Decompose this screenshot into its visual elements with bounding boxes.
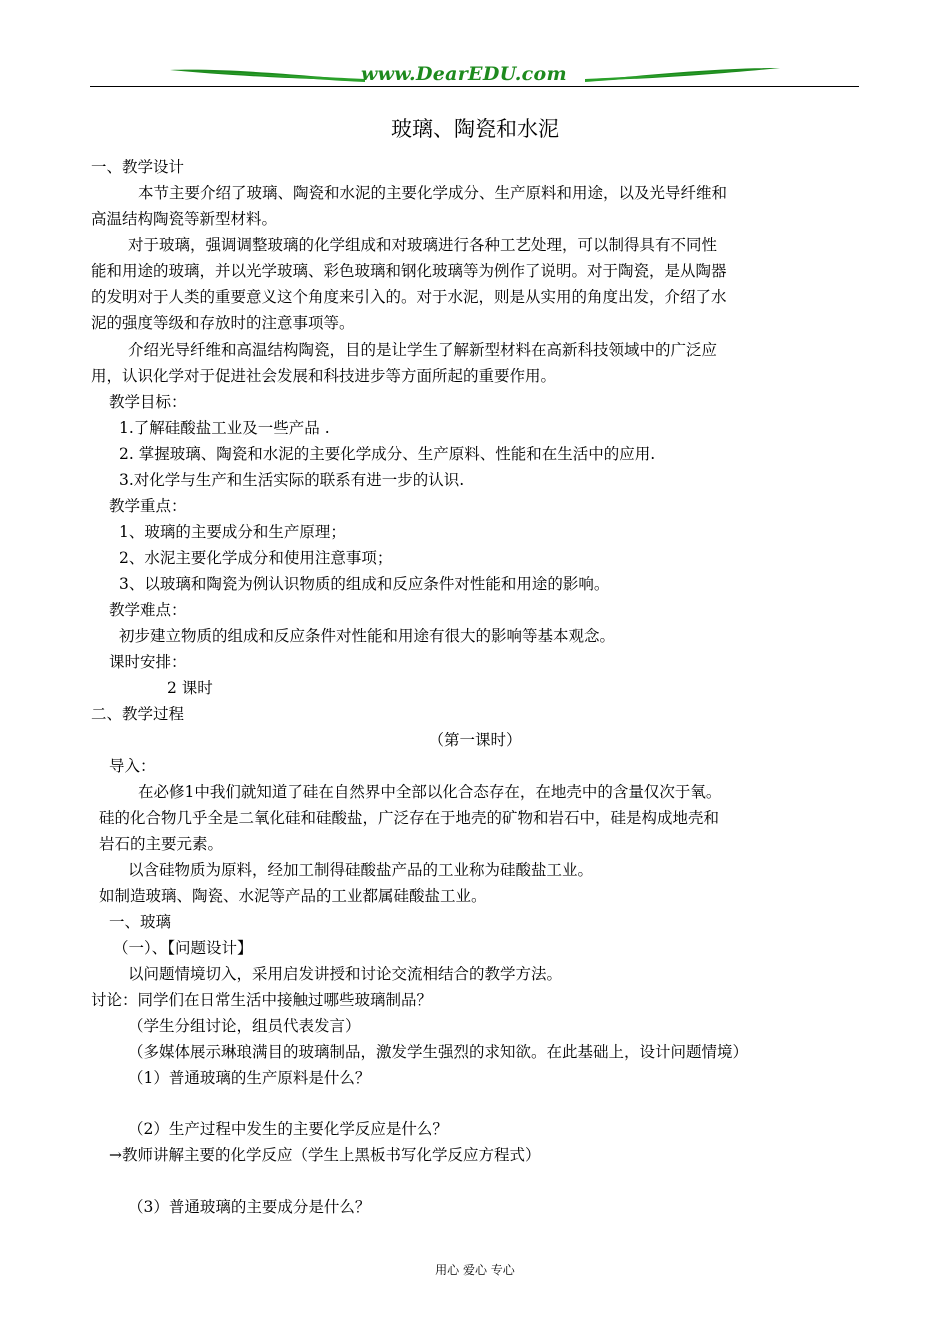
list-item: 1、玻璃的主要成分和生产原理； [119,523,346,541]
list-item: 2. 掌握玻璃、陶瓷和水泥的主要化学成分、生产原料、性能和在生活中的应用. [119,445,656,463]
paragraph-line: 能和用途的玻璃，并以光学玻璃、彩色玻璃和钢化玻璃等为例作了说明。对于陶瓷，是从陶器 [91,262,727,280]
paragraph-line: 以含硅物质为原料，经加工制得硅酸盐产品的工业称为硅酸盐工业。 [128,861,594,879]
subheading-difficulties: 教学难点： [109,601,187,619]
page-footer: 用心 爱心 专心 [435,1263,515,1277]
paragraph-line: 以问题情境切入，采用启发讲授和讨论交流相结合的教学方法。 [128,965,563,983]
paragraph-line: 初步建立物质的组成和反应条件对性能和用途有很大的影响等基本观念。 [119,627,616,645]
paragraph-line: （多媒体展示琳琅满目的玻璃制品，激发学生强烈的求知欲。在此基础上，设计问题情境） [128,1043,749,1061]
list-item: 1.了解硅酸盐工业及一些产品 . [119,419,330,437]
paragraph-line: 岩石的主要元素。 [99,835,224,853]
section-heading-design: 一、教学设计 [91,158,185,176]
list-item: 3.对化学与生产和生活实际的联系有进一步的认识. [119,471,465,489]
section-heading-process: 二、教学过程 [91,705,185,723]
page-title: 玻璃、陶瓷和水泥 [391,117,559,141]
paragraph-line: 介绍光导纤维和高温结构陶瓷，目的是让学生了解新型材料在高新科技领域中的广泛应 [128,341,718,359]
subheading-intro: 导入： [109,757,156,775]
paragraph-line: 对于玻璃，强调调整玻璃的化学组成和对玻璃进行各种工艺处理，可以制得具有不同性 [128,236,718,254]
paragraph-line: 泥的强度等级和存放时的注意事项等。 [91,314,355,332]
question-item: （3）普通玻璃的主要成分是什么？ [128,1198,371,1216]
paragraph-line: 用，认识化学对于促进社会发展和科技进步等方面所起的重要作用。 [91,367,557,385]
subheading-schedule: 课时安排： [109,653,187,671]
subheading-glass: 一、玻璃 [109,913,172,931]
paragraph-line: 在必修1中我们就知道了硅在自然界中全部以化合态存在，在地壳中的含量仅次于氧。 [138,783,722,801]
paragraph-line: 2 课时 [167,679,213,697]
paragraph-line: 本节主要介绍了玻璃、陶瓷和水泥的主要化学成分、生产原料和用途，以及光导纤维和 [138,184,728,202]
paragraph-line: 高温结构陶瓷等新型材料。 [91,210,278,228]
question-item: （1）普通玻璃的生产原料是什么？ [128,1069,371,1087]
subheading-objectives: 教学目标： [109,393,187,411]
subheading-key-points: 教学重点： [109,497,187,515]
list-item: 2、水泥主要化学成分和使用注意事项； [119,549,393,567]
question-item: （2）生产过程中发生的主要化学反应是什么？ [128,1120,448,1138]
header-divider [90,86,859,87]
paragraph-line: （学生分组讨论，组员代表发言） [128,1017,361,1035]
paragraph-line: →教师讲解主要的化学反应（学生上黑板书写化学反应方程式） [109,1146,541,1164]
list-item: 3、以玻璃和陶瓷为例认识物质的组成和反应条件对性能和用途的影响。 [119,575,610,593]
subheading-question-design: （一）、【问题设计】 [113,939,253,957]
paragraph-line: 讨论：同学们在日常生活中接触过哪些玻璃制品？ [91,991,433,1009]
site-logo-text: www.DearEDU.com [361,63,567,85]
paragraph-line: 硅的化合物几乎全是二氧化硅和硅酸盐，广泛存在于地壳的矿物和岩石中，硅是构成地壳和 [99,809,720,827]
paragraph-line: 的发明对于人类的重要意义这个角度来引入的。对于水泥，则是从实用的角度出发，介绍了水 [91,288,727,306]
lesson-label: （第一课时） [428,731,522,749]
paragraph-line: 如制造玻璃、陶瓷、水泥等产品的工业都属硅酸盐工业。 [99,887,487,905]
